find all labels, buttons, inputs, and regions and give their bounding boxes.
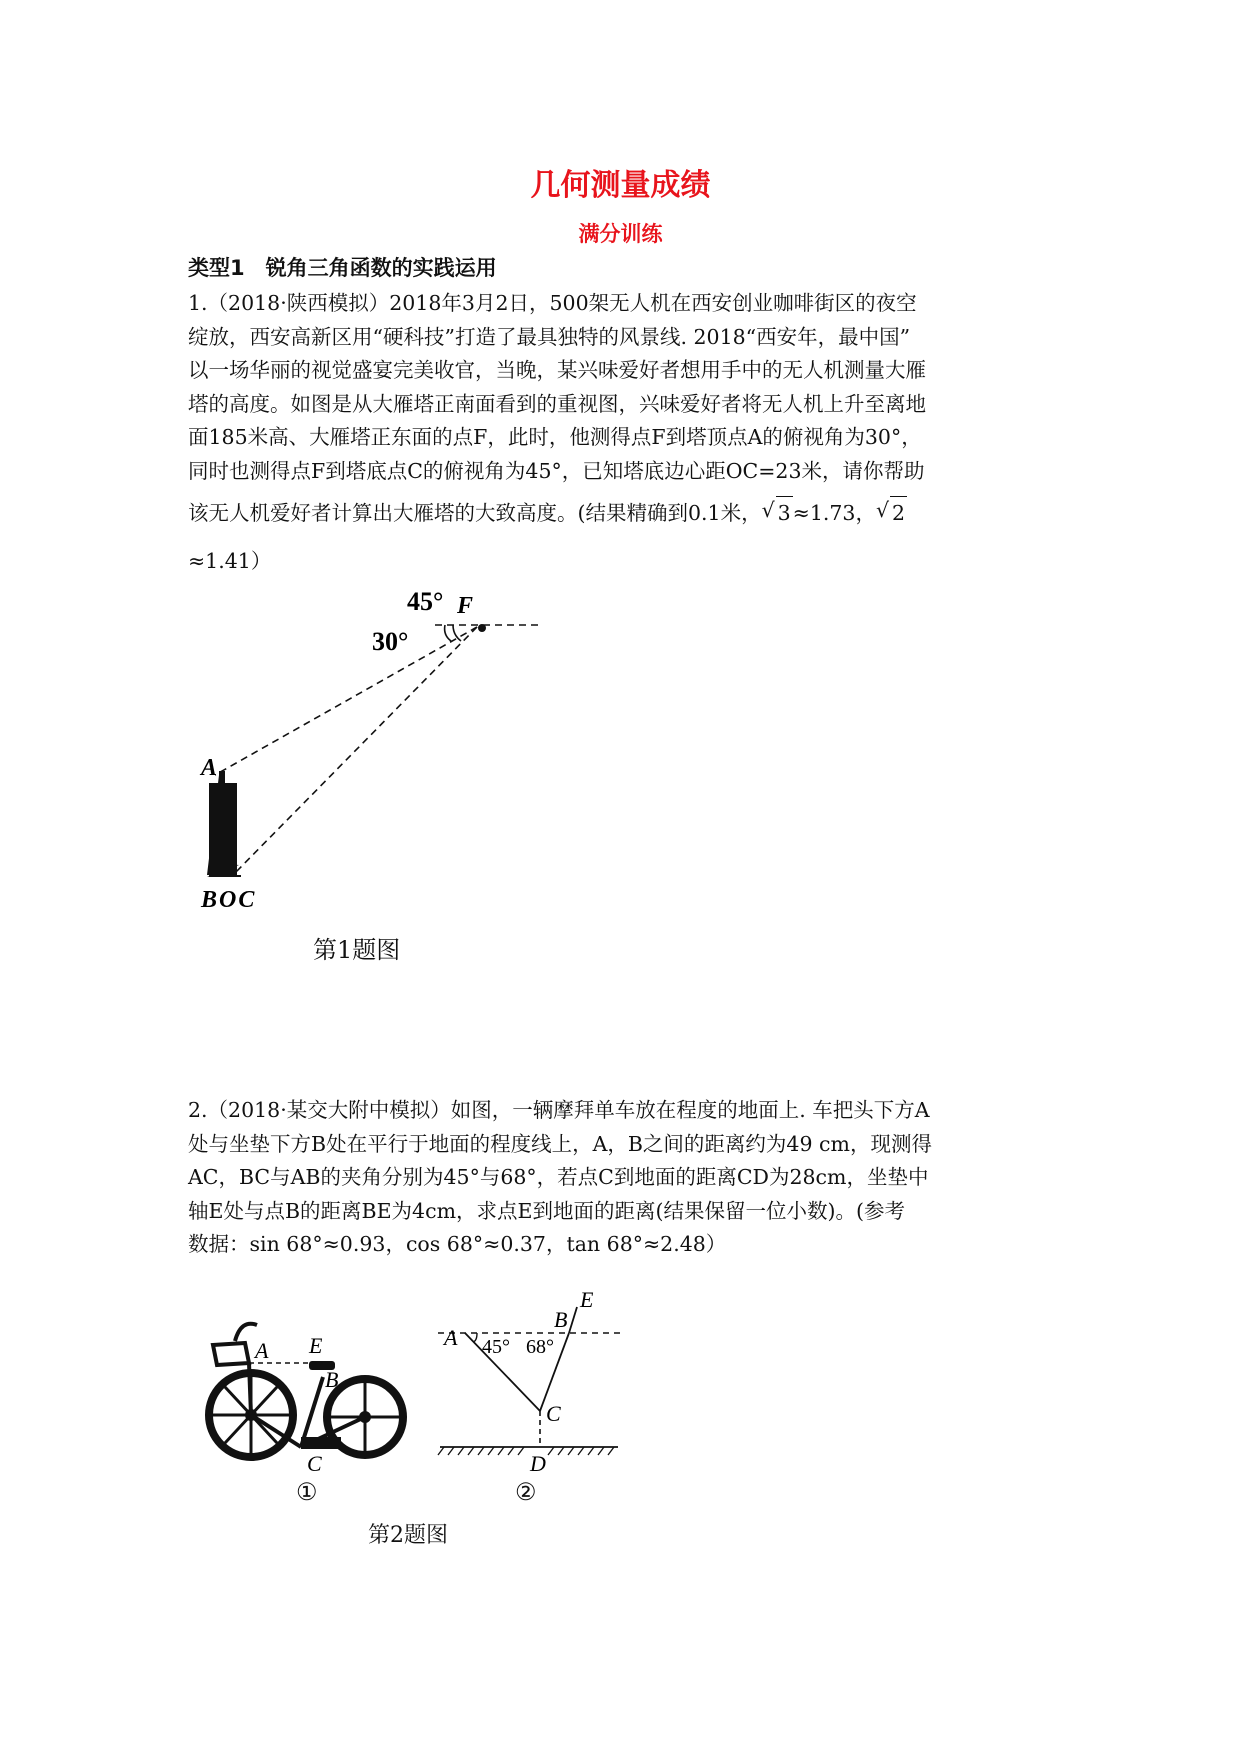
figure-2-sub-1: ① <box>296 1478 318 1506</box>
figure-1-diagram <box>195 585 555 915</box>
problem-1-line-7-pre: 该无人机爱好者计算出大雁塔的大致高度。(结果精确到0.1米， <box>188 501 762 525</box>
bike-label-a: A <box>255 1338 269 1363</box>
problem-1-line-8: ≈1.41） <box>188 549 272 573</box>
page-title: 几何测量成绩 <box>530 168 711 203</box>
bicycle-icon <box>209 1324 403 1457</box>
figure-2-geometry <box>430 1285 630 1475</box>
sight-line-fc <box>233 627 477 875</box>
sight-line-fa <box>215 627 477 775</box>
ground-hatching <box>438 1447 614 1455</box>
angle-arc-30 <box>445 625 451 641</box>
geo-label-e: E <box>580 1287 594 1312</box>
geo-label-d: D <box>530 1451 546 1475</box>
problem-1-line: 以一场华丽的视觉盛宴完美收官，当晚，某兴味爱好者想用手中的无人机测量大雁 <box>188 358 926 382</box>
sqrt-3: √ 3 <box>776 496 793 531</box>
problem-2-line: AC，BC与AB的夹角分别为45°与68°，若点C到地面的距离CD为28cm，坐垫中 <box>188 1165 929 1189</box>
sqrt-2: √ 2 <box>890 496 907 531</box>
drone-point-f <box>478 624 486 632</box>
bike-label-e: E <box>309 1333 323 1358</box>
problem-2-line: 数据：sin 68°≈0.93，cos 68°≈0.37，tan 68°≈2.48） <box>188 1232 727 1256</box>
problem-1-line: 1.（2018·陕西模拟）2018年3月2日，500架无人机在西安创业咖啡街区的夜空 <box>188 291 917 315</box>
label-boc: BOC <box>201 887 257 913</box>
geo-label-b: B <box>554 1307 568 1332</box>
geo-label-a: A <box>444 1325 458 1350</box>
problem-2-line: 2.（2018·某交大附中模拟）如图，一辆摩拜单车放在程度的地面上. 车把头下方A <box>188 1098 930 1122</box>
figure-1-caption: 第1题图 <box>313 936 401 964</box>
problem-2-line: 处与坐垫下方B处在平行于地面的程度线上，A，B之间的距离约为49 cm，现测得 <box>188 1131 932 1156</box>
problem-2-line: 轴E处与点B的距离BE为4cm，求点E到地面的距离(结果保留一位小数)。(参考 <box>188 1198 905 1223</box>
figure-2-caption: 第2题图 <box>368 1523 448 1548</box>
page-subtitle: 满分训练 <box>578 222 663 246</box>
problem-1-line: 面185米高、大雁塔正东面的点F，此时，他测得点F到塔顶点A的俯视角为30°， <box>188 425 922 449</box>
geo-label-c: C <box>546 1401 561 1426</box>
problem-1-line-7-mid: ≈1.73， <box>792 501 876 525</box>
angle-arc-45 <box>453 625 461 641</box>
problem-1-line-7 <box>188 496 1058 531</box>
problem-1-line: 同时也测得点F到塔底点C的俯视角为45°，已知塔底边心距OC=23米，请你帮助 <box>188 458 925 483</box>
geo-label-45: 45° <box>482 1336 510 1358</box>
bike-label-c: C <box>307 1451 322 1475</box>
label-a: A <box>201 755 218 781</box>
problem-1-text <box>188 287 1058 488</box>
segment-be <box>569 1307 577 1333</box>
figure-2-bicycle <box>205 1305 415 1475</box>
label-f: F <box>457 593 474 619</box>
label-45: 45° <box>407 587 444 616</box>
section-heading: 类型1 锐角三角函数的实践运用 <box>188 256 497 280</box>
problem-2-text <box>188 1094 1058 1262</box>
pagoda-icon <box>207 771 241 877</box>
figure-2-sub-2: ② <box>515 1478 537 1506</box>
problem-1-line: 塔的高度。如图是从大雁塔正南面看到的重视图，兴味爱好者将无人机上升至离地 <box>188 391 926 416</box>
problem-1-line: 绽放，西安高新区用“硬科技”打造了最具独特的风景线. 2018“西安年，最中国” <box>188 324 911 349</box>
bike-label-b: B <box>325 1367 339 1392</box>
label-30: 30° <box>372 627 409 656</box>
geo-label-68: 68° <box>526 1336 554 1358</box>
